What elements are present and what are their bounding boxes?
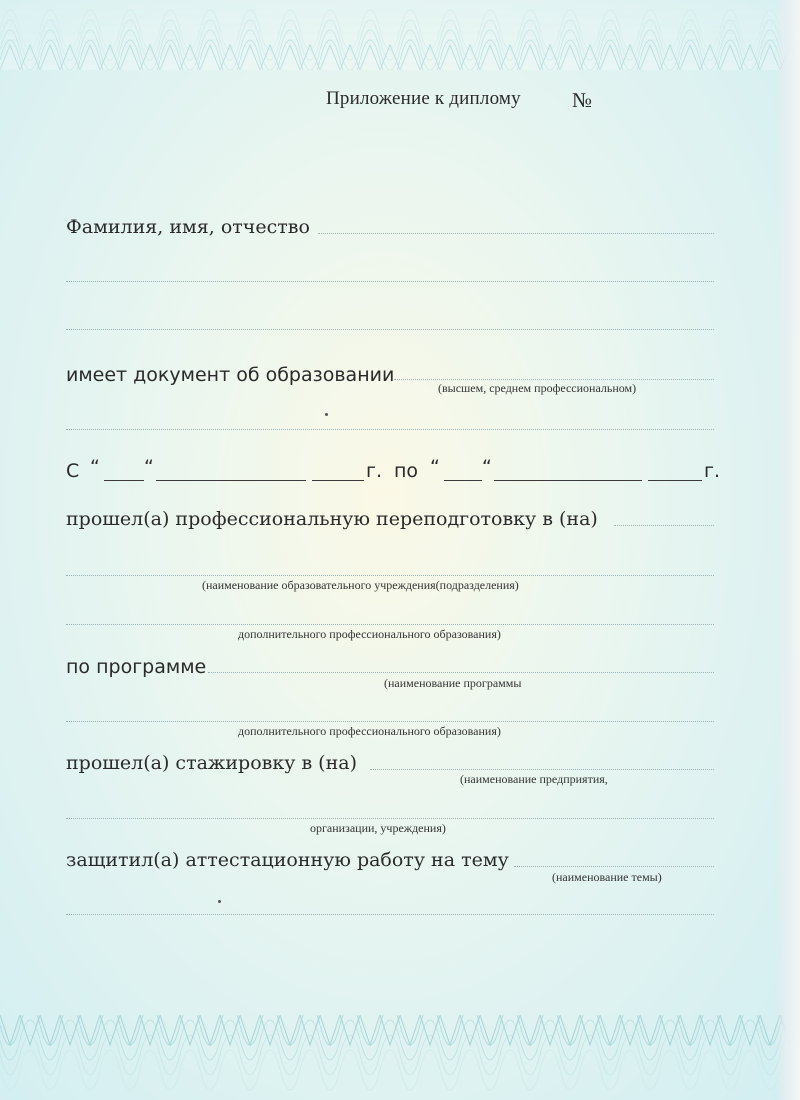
full-name-label: Фамилия, имя, отчество bbox=[66, 216, 310, 238]
program-hint: (наименование программы bbox=[384, 676, 522, 690]
month-from-field[interactable] bbox=[156, 480, 306, 481]
page-title: Приложение к диплому bbox=[326, 88, 521, 109]
program-label: по программе bbox=[66, 656, 207, 678]
day-to-field[interactable] bbox=[444, 480, 482, 481]
period-to-word: по bbox=[394, 460, 419, 482]
thesis-hint: (наименование темы) bbox=[552, 870, 662, 884]
year-from-field[interactable] bbox=[312, 480, 364, 481]
thesis-label: защитил(а) аттестационную работу на тему bbox=[66, 849, 509, 871]
speck bbox=[325, 413, 328, 416]
period-open-quote-1: “ bbox=[90, 456, 100, 478]
period-open-quote-2: “ bbox=[430, 456, 440, 478]
period-from-prefix: С bbox=[66, 460, 80, 482]
institution-hint: (наименование образовательного учреждения(подразделения) bbox=[202, 578, 519, 592]
full-name-line-2 bbox=[66, 281, 714, 282]
speck bbox=[218, 900, 221, 903]
education-doc-line-2 bbox=[66, 429, 714, 430]
internship-line-2 bbox=[66, 818, 714, 819]
day-from-field[interactable] bbox=[104, 480, 144, 481]
program-line-1 bbox=[208, 672, 714, 673]
education-doc-line-1 bbox=[394, 379, 714, 380]
internship-hint-2: организации, учреждения) bbox=[310, 821, 446, 835]
number-sign: № bbox=[572, 88, 593, 112]
full-name-line-3 bbox=[66, 329, 714, 330]
page-edge-shadow bbox=[776, 0, 800, 1100]
retraining-line-3 bbox=[66, 624, 714, 625]
year-to-field[interactable] bbox=[648, 480, 702, 481]
retraining-line-2 bbox=[66, 575, 714, 576]
program-line-2 bbox=[66, 721, 714, 722]
internship-line-1 bbox=[370, 769, 714, 770]
education-doc-hint: (высшем, среднем профессиональном) bbox=[438, 381, 637, 395]
program-hint-2: дополнительного профессионального образования) bbox=[238, 724, 501, 738]
institution-hint-2: дополнительного профессионального образования) bbox=[238, 627, 501, 641]
thesis-line-1 bbox=[514, 866, 714, 867]
guilloche-bottom-band bbox=[0, 1015, 800, 1100]
thesis-line-2 bbox=[66, 914, 714, 915]
internship-hint: (наименование предприятия, bbox=[460, 772, 608, 786]
period-close-quote-2: “ bbox=[482, 456, 492, 478]
retraining-label: прошел(а) профессиональную переподготовку в (на) bbox=[66, 508, 598, 530]
period-close-quote-1: “ bbox=[144, 456, 154, 478]
year-suffix-to: г. bbox=[704, 460, 721, 482]
year-suffix-from: г. bbox=[366, 460, 383, 482]
guilloche-top-band bbox=[0, 0, 800, 70]
internship-label: прошел(а) стажировку в (на) bbox=[66, 752, 358, 774]
month-to-field[interactable] bbox=[494, 480, 642, 481]
education-doc-label: имеет документ об образовании bbox=[66, 364, 395, 386]
retraining-line-1 bbox=[614, 525, 714, 526]
full-name-line-1 bbox=[318, 233, 714, 234]
